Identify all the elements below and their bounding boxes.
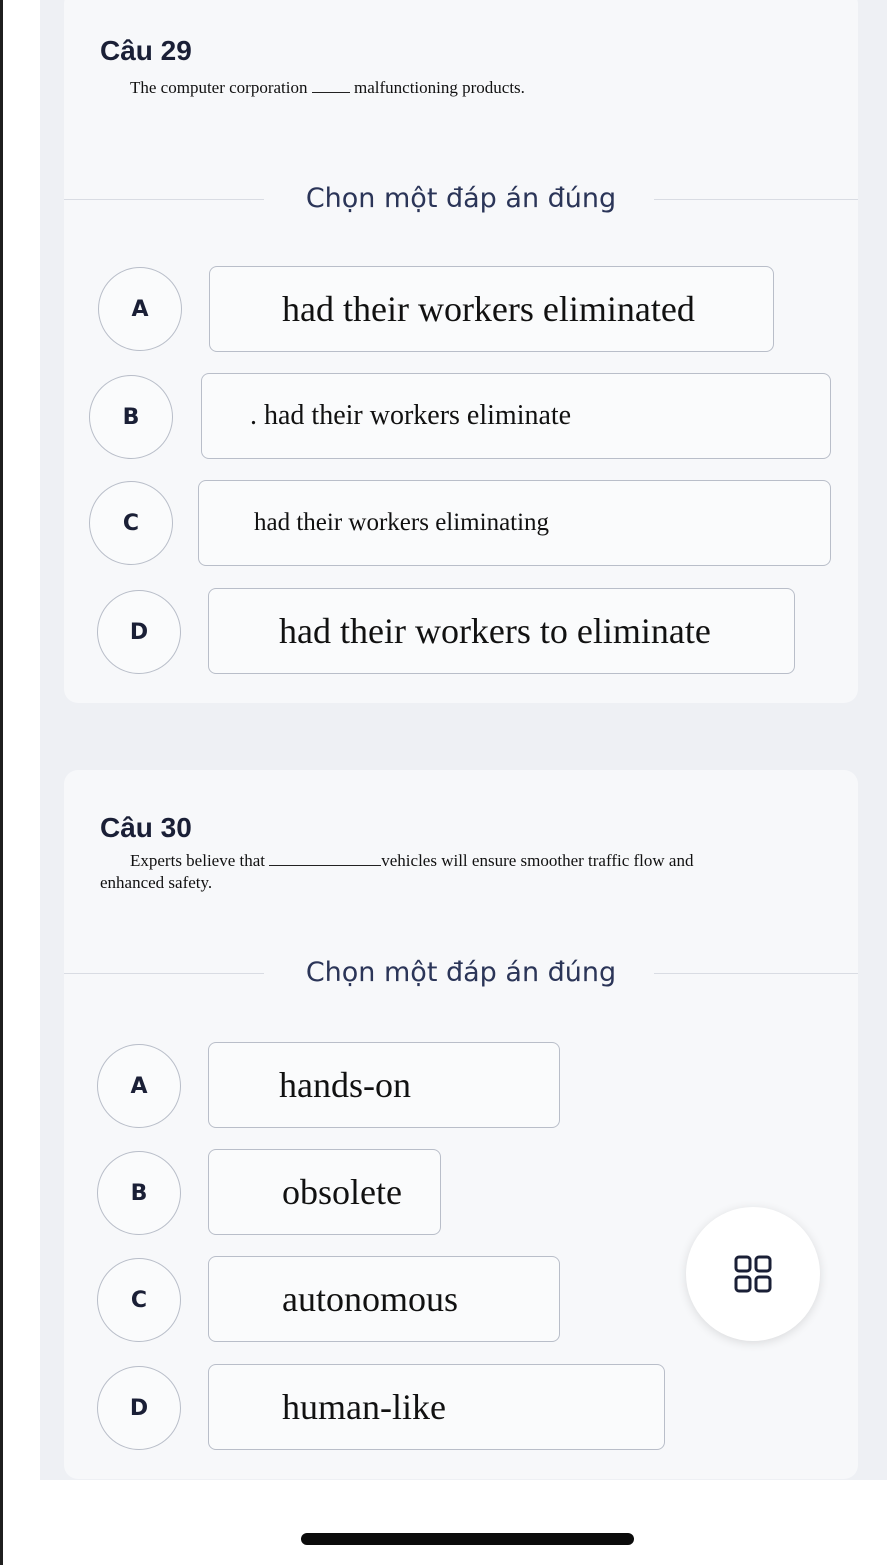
answer-prompt-divider: [64, 179, 858, 219]
option-a-text: hands-on: [279, 1065, 411, 1105]
home-indicator[interactable]: [301, 1533, 634, 1545]
option-a[interactable]: [209, 266, 774, 352]
option-c-letter[interactable]: C: [97, 1258, 181, 1342]
grid-icon: [734, 1255, 772, 1293]
option-a-text: had their workers eliminated: [282, 289, 695, 329]
option-c-text: autonomous: [282, 1279, 458, 1319]
question-card-30: [64, 770, 858, 1479]
option-d-text: human-like: [282, 1387, 446, 1427]
answer-prompt: Chọn một đáp án đúng: [305, 957, 617, 988]
question-grid-button[interactable]: [686, 1207, 820, 1341]
question-text: [130, 77, 525, 99]
option-b[interactable]: [208, 1149, 441, 1235]
question-title: Câu 30: [100, 812, 192, 843]
question-text-line2: enhanced safety.: [100, 873, 213, 892]
question-text-after: vehicles will ensure smoother traffic flow and: [381, 851, 694, 870]
answer-blank: [269, 852, 381, 866]
option-d-text: had their workers to eliminate: [279, 611, 711, 651]
option-d-letter[interactable]: D: [97, 590, 181, 674]
question-text: [130, 850, 693, 872]
screen-edge: [0, 0, 3, 1565]
option-a-letter[interactable]: A: [97, 1044, 181, 1128]
answer-prompt-divider: [64, 953, 858, 993]
question-card-29: [64, 0, 858, 703]
option-b-text: obsolete: [282, 1172, 402, 1212]
question-text-before: Experts believe that: [130, 851, 270, 870]
option-a-letter[interactable]: A: [98, 267, 182, 351]
question-text-after: malfunctioning products.: [349, 78, 525, 97]
option-b[interactable]: [201, 373, 831, 459]
question-text-before: The computer corporation: [130, 78, 312, 97]
answer-prompt: Chọn một đáp án đúng: [305, 183, 617, 214]
option-d[interactable]: [208, 1364, 665, 1450]
option-d[interactable]: [208, 588, 795, 674]
option-c-letter[interactable]: C: [89, 481, 173, 565]
question-title: Câu 29: [100, 35, 192, 66]
option-b-letter[interactable]: B: [97, 1151, 181, 1235]
answer-blank: [312, 79, 350, 93]
option-c[interactable]: [208, 1256, 560, 1342]
option-c[interactable]: [198, 480, 831, 566]
option-d-letter[interactable]: D: [97, 1366, 181, 1450]
option-b-text: . had their workers eliminate: [250, 400, 572, 431]
option-b-letter[interactable]: B: [89, 375, 173, 459]
option-a[interactable]: [208, 1042, 560, 1128]
option-c-text: had their workers eliminating: [254, 509, 550, 536]
